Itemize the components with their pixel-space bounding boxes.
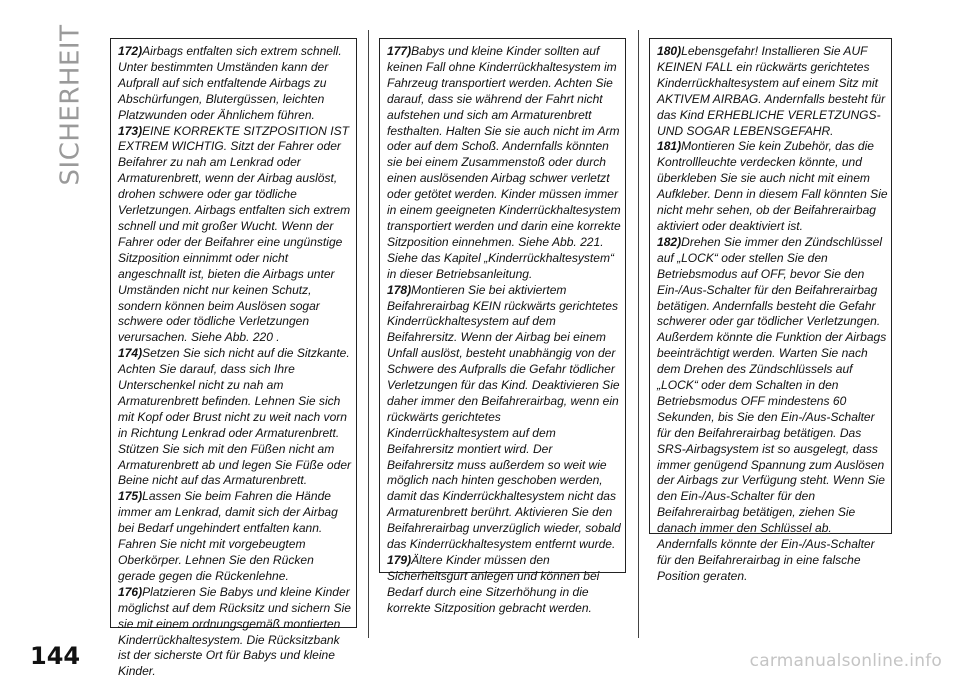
column-divider: [638, 30, 639, 638]
page-number: 144: [30, 642, 81, 670]
warning-item-174: [118, 346, 353, 489]
warning-box-2: [379, 38, 626, 615]
warning-item-177: [387, 44, 622, 283]
warning-text: Lebensgefahr! Installieren Sie AUF KEINEN FALL ein rückwärts gerichtetes Kinderrückhaltesystem auf einem Sitz mit AKTIVEM AIRBAG. Andernfalls besteht für das Kind ERHEBLICHE VERLETZUNGS- UND SOGAR LEBENSGEFAHR.: [657, 44, 886, 138]
warning-number: 175): [118, 489, 143, 504]
warning-text: Platzieren Sie Babys und kleine Kinder möglichst auf dem Rücksitz und sichern Sie sie mit einem ordnungsgemäß montierten Kinderrückhaltesystem. Die Rücksitzbank ist der sicherste Ort für Babys und kleine Kinder.: [118, 584, 352, 679]
warning-number: 173): [118, 123, 143, 138]
warning-number: 177): [387, 44, 412, 58]
watermark: carmanualsonline.info: [749, 651, 942, 671]
warning-item-178: [387, 283, 622, 553]
warning-item-173: [118, 124, 353, 347]
warning-text: Babys und kleine Kinder sollten auf keinen Fall ohne Kinderrückhaltesystem im Fahrzeug transportiert werden. Achten Sie darauf, dass sie während der Fahrt nicht aufstehen und sich am Armaturenbrett festhalten. Halten Sie sie auch nicht im Arm oder auf dem Schoß. Andernfalls könnten sie bei einem Zusammenstoß oder durch einen auslösenden Airbag schwer verletzt oder getötet werden. Kinder müssen immer in einem geeigneten Kinderrückhaltesystem transportiert werden und darin eine korrekte Sitzposition einnehmen. Siehe Abb. 221. Siehe das Kapitel „Kinderrückhaltesystem“ in dieser Betriebsanleitung.: [387, 44, 621, 281]
warning-number: 178): [387, 282, 412, 297]
warning-number: 181): [657, 139, 682, 154]
warning-item-179: [387, 553, 622, 617]
warning-text: Setzen Sie sich nicht auf die Sitzkante. Achten Sie darauf, dass sich Ihre Unterschenkel nicht zu nah am Armaturenbrett befinden. Lehnen Sie sich mit Kopf oder Brust nicht zu weit nach vorn in Richtung Lenkrad oder Armaturenbrett. Stützen Sie sich mit den Füßen nicht am Armaturenbrett ab und legen Sie Füße oder Beine nicht auf das Armaturenbrett.: [118, 346, 352, 488]
warning-text: Ältere Kinder müssen den Sicherheitsgurt anlegen und können bei Bedarf durch eine Sitzerhöhung in die korrekte Sitzposition gebracht werden.: [387, 553, 600, 615]
warning-number: 174): [118, 346, 143, 361]
warning-box-1: [110, 38, 357, 679]
warning-item-176: [118, 585, 353, 680]
warning-text: Drehen Sie immer den Zündschlüssel auf „LOCK“ oder stellen Sie den Betriebsmodus auf OFF, bevor Sie den Ein-/Aus-Schalter für den Beifahrerairbag betätigen. Andernfalls besteht die Gefahr schwerer oder gar tödlicher Verletzungen. Außerdem könnte die Funktion der Airbags beeinträchtigt werden. Warten Sie nach dem Drehen des Zündschlüssels auf „LOCK“ oder dem Schalten in den Betriebsmodus OFF mindestens 60 Sekunden, bis Sie den Ein-/Aus-Schalter für den Beifahrerairbag betätigen. Das SRS-Airbagsystem ist so ausgelegt, dass immer genügend Spannung zum Auslösen der Airbags zur Verfügung steht. Wenn Sie den Ein-/Aus-Schalter für den Beifahrerairbag betätigen, ziehen Sie danach immer den Schlüssel ab. Andernfalls könnte der Ein-/Aus-Schalter für den Beifahrerairbag in eine falsche Position geraten.: [657, 234, 887, 583]
warning-number: 182): [657, 234, 682, 249]
warning-item-172: [118, 44, 353, 124]
warning-item-180: [657, 44, 888, 139]
warning-box-3: [649, 38, 892, 583]
section-tab-label: SICHERHEIT: [55, 24, 85, 186]
warning-number: 172): [118, 44, 143, 58]
warning-item-181: [657, 139, 888, 234]
warning-item-182: [657, 235, 888, 585]
warning-text: Airbags entfalten sich extrem schnell. Unter bestimmten Umständen kann der Aufprall auf sich entfaltende Airbags zu Abschürfungen, Blutergüssen, leichten Platzwunden oder Ähnlichem führen.: [118, 44, 342, 122]
warning-text: Lassen Sie beim Fahren die Hände immer am Lenkrad, damit sich der Airbag bei Bedarf ungehindert entfalten kann. Fahren Sie nicht mit vorgebeugtem Oberkörper. Lehnen Sie den Rücken gerade gegen die Rückenlehne.: [118, 489, 338, 583]
warning-text: Montieren Sie bei aktiviertem Beifahrerairbag KEIN rückwärts gerichtetes Kinderrückhaltesystem auf dem Beifahrersitz. Wenn der Airbag bei einem Unfall auslöst, besteht unabhängig von der Schwere des Aufpralls die Gefahr tödlicher Verletzungen für das Kind. Deaktivieren Sie daher immer den Beifahrerairbag, wenn ein rückwärts gerichtetes Kinderrückhaltesystem auf dem Beifahrersitz montiert wird. Der Beifahrersitz muss außerdem so weit wie möglich nach hinten geschoben werden, damit das Kinderrückhaltesystem nicht das Armaturenbrett berührt. Aktivieren Sie den Beifahrerairbag unverzüglich wieder, sobald das Kinderrückhaltesystem entfernt wurde.: [387, 282, 621, 552]
column-divider: [368, 30, 369, 638]
warning-text: Montieren Sie kein Zubehör, das die Kontrollleuchte verdecken könnte, und überkleben Sie sie auch nicht mit einem Aufkleber. Denn in diesem Fall könnten Sie nicht mehr sehen, ob der Beifahrerairbag aktiviert oder deaktiviert ist.: [657, 139, 888, 233]
warning-item-175: [118, 489, 353, 584]
warning-number: 179): [387, 553, 412, 567]
warning-number: 176): [118, 584, 143, 599]
section-tab: [50, 24, 90, 186]
warning-number: 180): [657, 44, 682, 58]
warning-text: EINE KORREKTE SITZPOSITION IST EXTREM WICHTIG. Sitzt der Fahrer oder Beifahrer zu nah am Lenkrad oder Armaturenbrett, wenn der Airbag auslöst, drohen schwere oder gar tödliche Verletzungen. Airbags entfalten sich extrem schnell und mit großer Wucht. Wenn der Fahrer oder der Beifahrer eine ungünstige Sitzposition einnimmt oder nicht angeschnallt ist, bieten die Airbags unter Umständen nicht nur keinen Schutz, sondern können beim Auslösen sogar schwere oder tödliche Verletzungen verursachen. Siehe Abb. 220 .: [118, 123, 351, 345]
